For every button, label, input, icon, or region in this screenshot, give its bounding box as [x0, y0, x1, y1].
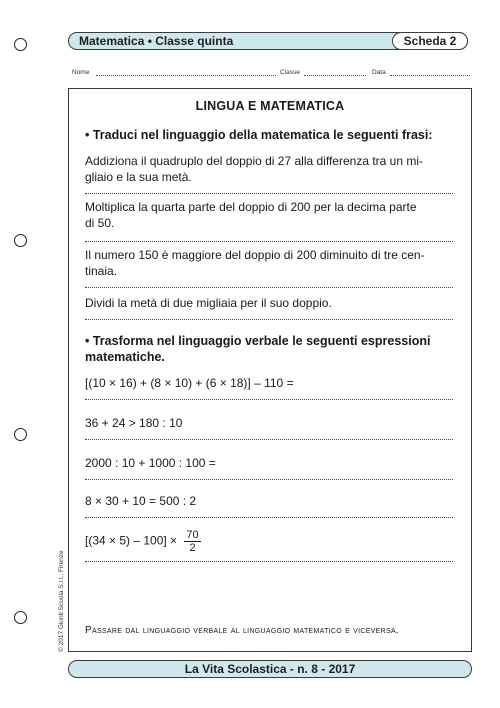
binder-hole-upper-middle: [14, 234, 27, 247]
answer-line-7[interactable]: [85, 479, 453, 480]
footer-bar: La Vita Scolastica - n. 8 - 2017: [68, 660, 472, 678]
sentence-2-line1: Moltiplica la quarta parte del doppio di 200 per la decima parte: [85, 200, 417, 214]
binder-hole-lower-middle: [14, 428, 27, 441]
data-label: Data: [372, 69, 386, 76]
sentence-1: [85, 153, 457, 185]
worksheet-instructions-note: Passare dal linguaggio verbale al linguaggio matematico e viceversa.: [85, 625, 399, 636]
sentence-3: [85, 247, 457, 279]
fraction-numerator: 70: [186, 529, 199, 541]
answer-line-2[interactable]: [85, 241, 453, 242]
answer-line-4[interactable]: [85, 319, 453, 320]
header-bar: [68, 32, 468, 50]
scheda-tab: Scheda 2: [392, 32, 468, 50]
answer-line-3[interactable]: [85, 287, 453, 288]
expression-2: 36 + 24 > 180 : 10: [85, 416, 183, 430]
student-info-line: [72, 66, 472, 80]
worksheet-box: [68, 88, 472, 652]
sentence-2-line2: di 50.: [85, 216, 115, 230]
section1-heading: • Traduci nel linguaggio della matematica le seguenti frasi:: [85, 128, 433, 142]
answer-line-6[interactable]: [85, 439, 453, 440]
answer-line-9[interactable]: [85, 561, 453, 562]
sentence-1-line2: gliaio e la sua metà.: [85, 170, 192, 184]
binder-hole-top: [14, 38, 27, 51]
section2-heading: [85, 333, 455, 365]
answer-line-5[interactable]: [85, 399, 453, 400]
section2-heading-line1: • Trasforma nel linguaggio verbale le seguenti espressioni: [85, 334, 431, 348]
classe-label: Classe: [280, 69, 300, 76]
nome-label: Nome: [72, 69, 90, 76]
nome-field[interactable]: [96, 69, 276, 76]
expression-4: 8 × 30 + 10 = 500 : 2: [85, 494, 197, 508]
expression-5-text: [(34 × 5) – 100] ×: [85, 533, 178, 548]
answer-line-8[interactable]: [85, 517, 453, 518]
answer-line-1[interactable]: [85, 193, 453, 194]
worksheet-title: LINGUA E MATEMATICA: [195, 99, 345, 113]
data-field[interactable]: [390, 69, 470, 76]
copyright-notice: © 2017 Giunti Scuola S.r.l., Firenze: [58, 550, 65, 652]
binder-hole-bottom: [14, 611, 27, 624]
sentence-4: Dividi la metà di due migliaia per il suo doppio.: [85, 296, 332, 310]
sentence-1-line1: Addiziona il quadruplo del doppio di 27 alla differenza tra un mi-: [85, 154, 423, 168]
fraction-denominator: 2: [189, 542, 196, 554]
classe-field[interactable]: [304, 69, 366, 76]
sentence-3-line2: tinaia.: [85, 264, 118, 278]
sentence-3-line1: Il numero 150 è maggiore del doppio di 200 diminuito di tre cen-: [85, 248, 425, 262]
expression-5: [85, 529, 457, 554]
section2-heading-line2: matematiche.: [85, 350, 165, 364]
expression-1: [(10 × 16) + (8 × 10) + (6 × 18)] – 110 =: [85, 376, 294, 390]
fraction: [184, 529, 200, 554]
header-title: Matematica • Classe quinta: [79, 34, 234, 48]
sentence-2: [85, 199, 457, 231]
expression-3: 2000 : 10 + 1000 : 100 =: [85, 456, 216, 470]
